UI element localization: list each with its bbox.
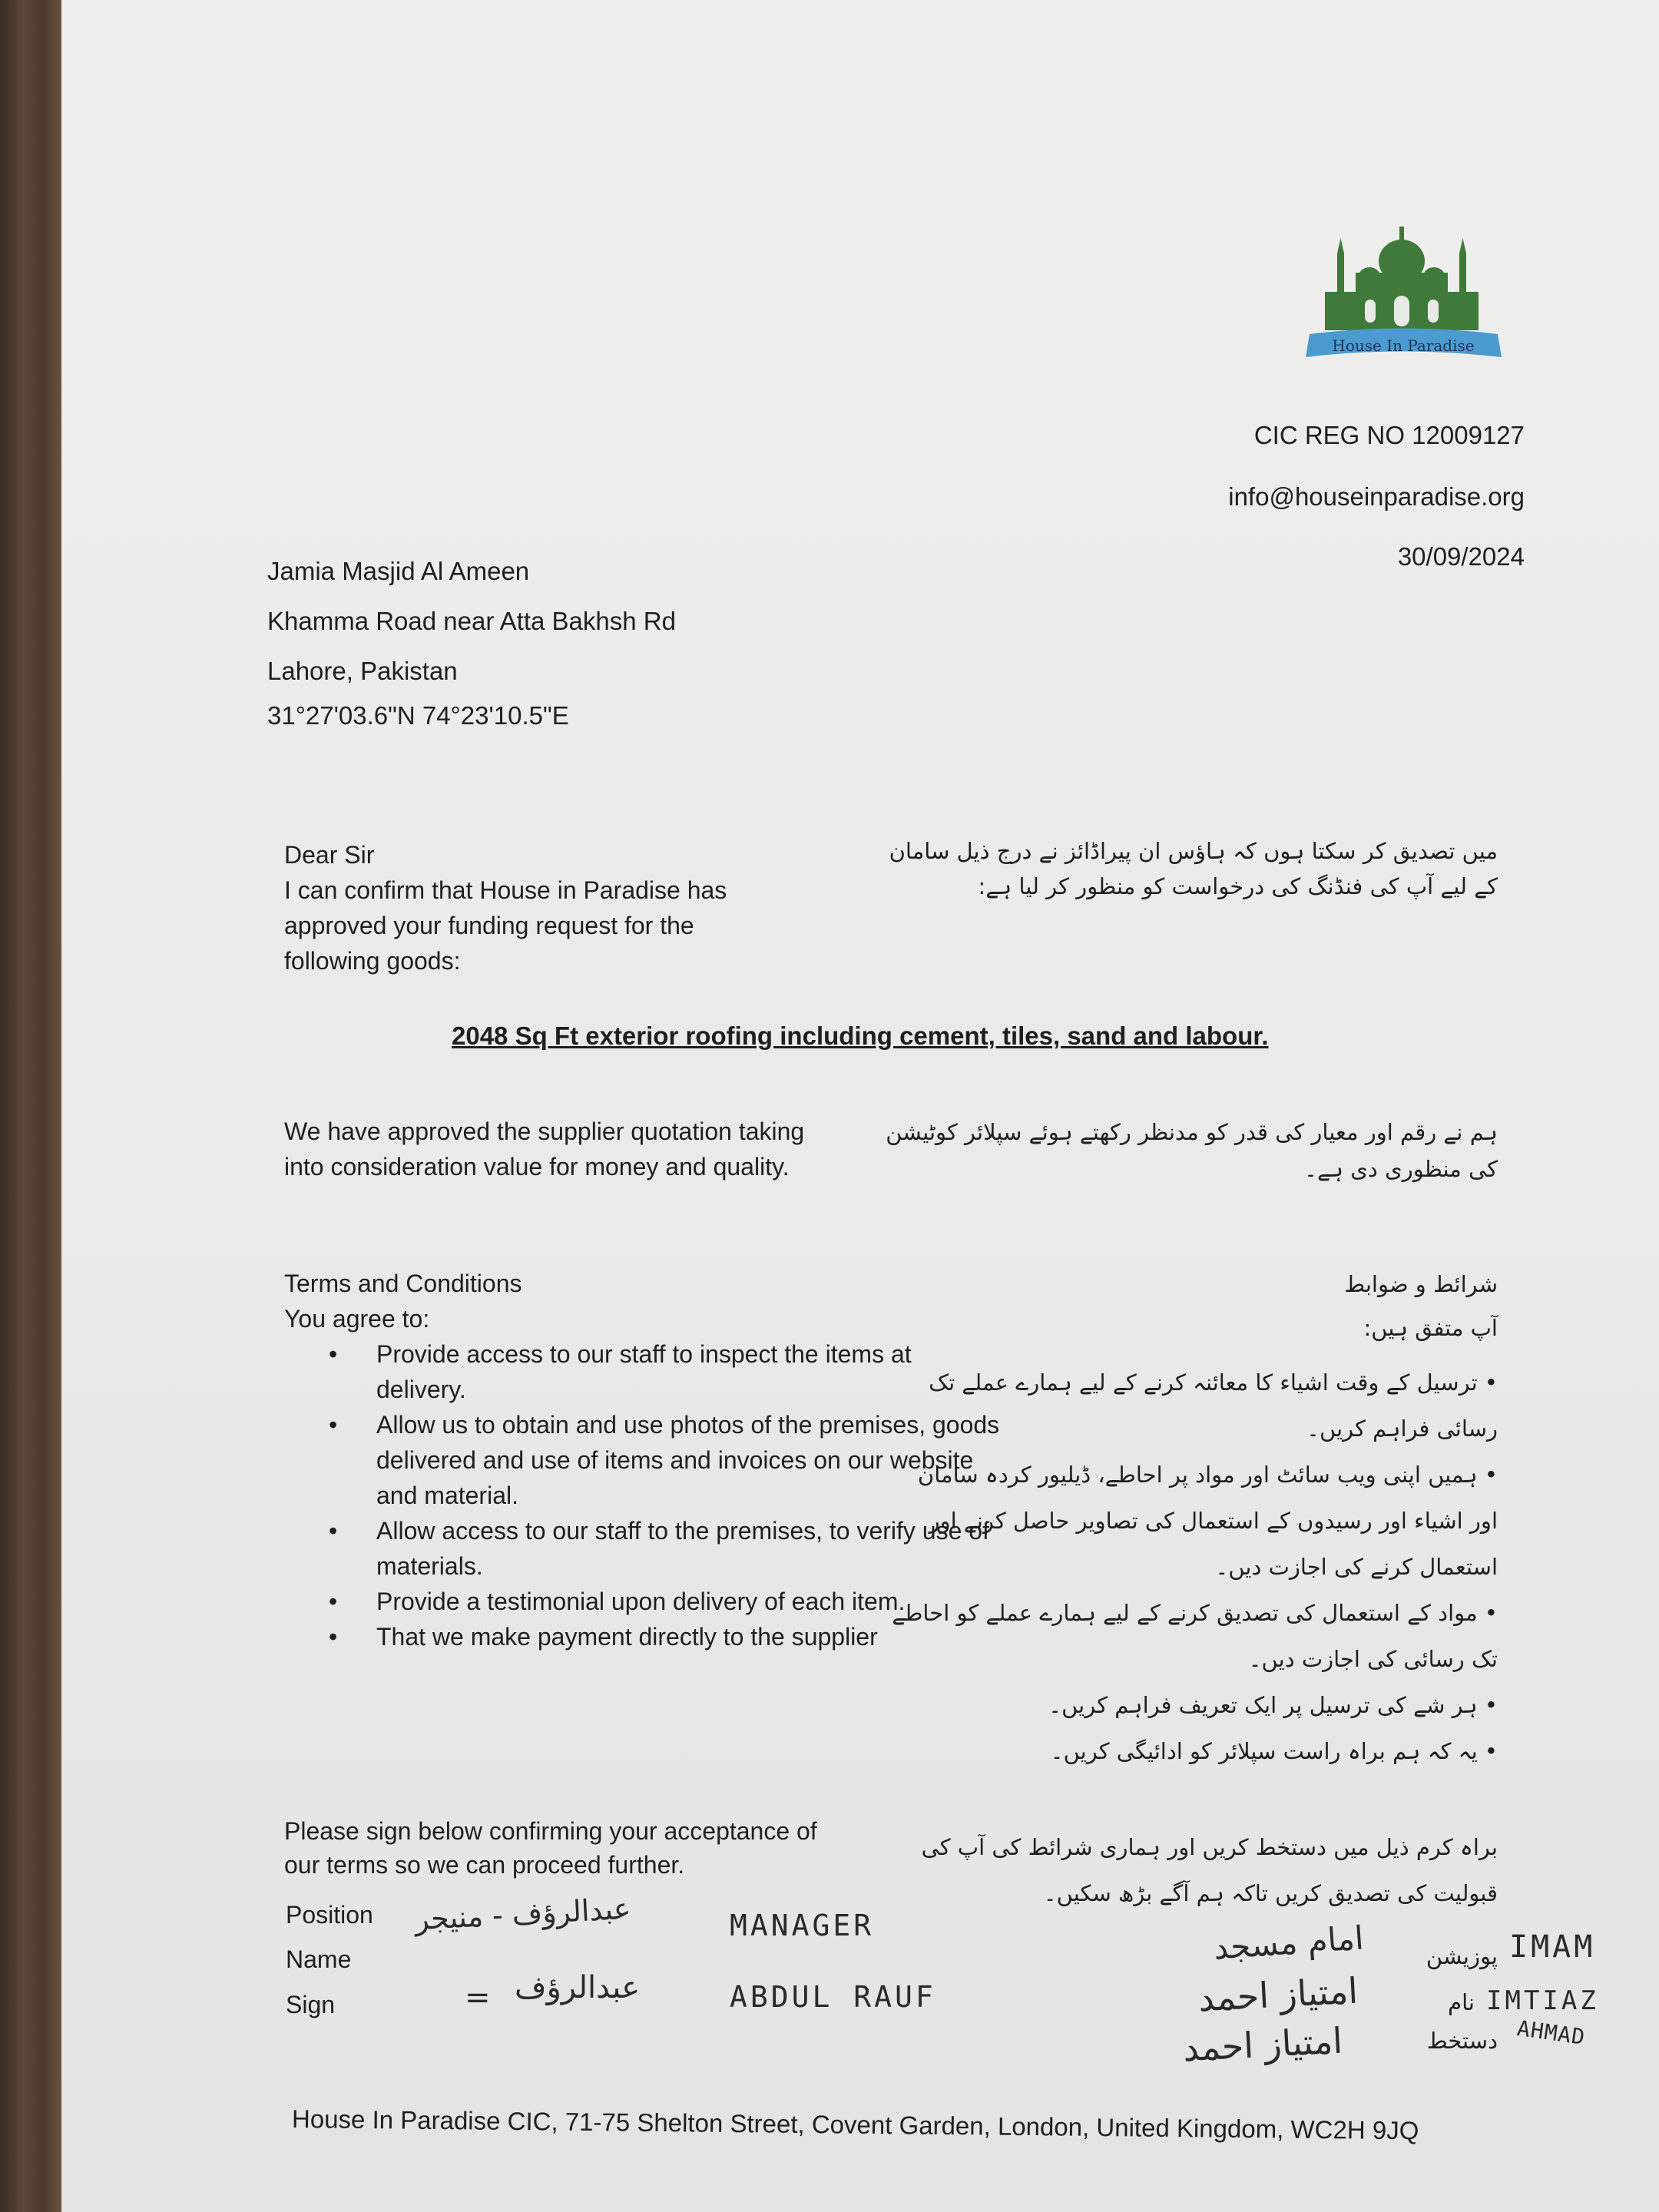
handwritten-imam-urdu: امام مسجد [1212, 1919, 1365, 1967]
quotation-urdu: ہم نے رقم اور معیار کی قدر کو مدنظر رکھتے ہوئے سپلائر کوٹیشن کی منظوری دی ہے۔ [886, 1119, 1498, 1182]
intro-urdu: میں تصدیق کر سکتا ہوں کہ ہاؤس ان پیراڈائز نے درج ذیل سامان کے لیے آپ کی فنڈنگ کی درخواست کو منظور کر لیا ہے: [889, 838, 1498, 899]
recipient-name: Jamia Masjid Al Ameen [267, 557, 530, 585]
terms-item-urdu: • ترسیل کے وقت اشیاء کا معائنہ کرنے کے لیے ہمارے عملے تک رسائی فراہم کریں۔ [929, 1369, 1498, 1442]
letter-page [61, 0, 1659, 2212]
handwritten-manager: MANAGER [730, 1909, 875, 1942]
recipient-city: Lahore, Pakistan [267, 657, 458, 685]
terms-list-urdu [891, 1359, 1498, 1774]
terms-item-urdu: • ہمیں اپنی ویب سائٹ اور مواد پر احاطے، ڈیلیور کردہ سامان اور اشیاء اور رسیدوں کے استعمال کی تصاویر حاصل کرنے اور استعمال کرنے کی اجازت دیں۔ [917, 1462, 1498, 1580]
terms-agree: You agree to: [284, 1305, 430, 1333]
intro-english [284, 837, 791, 979]
goods-title: 2048 Sq Ft exterior roofing including cement, tiles, sand and labour. [452, 1022, 1269, 1050]
quotation-english: We have approved the supplier quotation taking into consideration value for money and quality. [284, 1118, 805, 1181]
handwritten-imam: IMAM [1509, 1929, 1596, 1965]
label-name-urdu: نام [1448, 1989, 1475, 2015]
handwritten-position-urdu: عبدالرؤف - منیجر [414, 1891, 632, 1937]
letter-date: 30/09/2024 [1397, 542, 1525, 571]
salutation: Dear Sir [284, 841, 375, 869]
label-name: Name [286, 1945, 352, 1973]
terms-item-english: • Allow us to obtain and use photos of the premises, goods delivered and use of items and invoices on our website and material. [376, 1407, 1006, 1513]
terms-heading: Terms and Conditions [284, 1270, 522, 1297]
handwritten-ahmad: AHMAD [1515, 2015, 1588, 2051]
terms-heading-urdu: شرائط و ضوابط [1344, 1271, 1498, 1297]
logo-text: House In Paradise [1332, 336, 1475, 355]
label-sign: Sign [286, 1991, 336, 2018]
recipient-street: Khamma Road near Atta Bakhsh Rd [267, 607, 676, 635]
label-position-urdu: پوزیشن [1426, 1943, 1498, 1969]
handwritten-abdul-rauf: ABDUL RAUF [730, 1980, 936, 2014]
handwritten-equals: = [465, 1980, 491, 2015]
terms-agree-urdu: آپ متفق ہیں: [1363, 1315, 1498, 1341]
sign-request-urdu: براہ کرم ذیل میں دستخط کریں اور ہماری شرائط کی آپ کی قبولیت کی تصدیق کریں تاکہ ہم آگے بڑھ سکیں۔ [921, 1834, 1498, 1906]
terms-item-urdu: • ہر شے کی ترسیل پر ایک تعریف فراہم کریں۔ [1048, 1692, 1498, 1718]
terms-item-english: • Provide a testimonial upon delivery of each item. [376, 1584, 1006, 1619]
terms-item-urdu: • یہ کہ ہم براہ راست سپلائر کو ادائیگی کریں۔ [1050, 1738, 1498, 1764]
handwritten-sign-urdu: عبدالرؤف [515, 1970, 641, 2005]
handwritten-imtiaz: IMTIAZ [1486, 1985, 1599, 2016]
reg-number: CIC REG NO 12009127 [1253, 421, 1525, 449]
house-in-paradise-logo [1279, 200, 1525, 376]
label-sign-urdu: دستخط [1426, 2028, 1498, 2054]
recipient-coordinates: 31°27'03.6"N 74°23'10.5"E [267, 701, 569, 730]
label-position: Position [286, 1901, 373, 1929]
terms-item-english: • That we make payment directly to the supplier [376, 1619, 1006, 1654]
handwritten-sign-urdu-right: امتیاز احمد [1181, 2019, 1344, 2070]
intro-body: I can confirm that House in Paradise has approved your funding request for the following goods: [284, 876, 727, 975]
handwritten-name-urdu: امتیاز احمد [1197, 1969, 1359, 2020]
terms-item-english: • Allow access to our staff to the premises, to verify use of materials. [376, 1513, 1006, 1584]
wooden-table-edge [0, 0, 61, 2212]
email-address: info@houseinparadise.org [1228, 482, 1525, 511]
footer-address: House In Paradise CIC, 71-75 Shelton Street, Covent Garden, London, United Kingdom, WC2H 9JQ [291, 2104, 1419, 2145]
sign-request-english: Please sign below confirming your acceptance of our terms so we can proceed further. [284, 1817, 817, 1879]
terms-item-urdu: • مواد کے استعمال کی تصدیق کرنے کے لیے ہمارے عملے کو احاطے تک رسائی کی اجازت دیں۔ [892, 1600, 1498, 1672]
terms-item-english: • Provide access to our staff to inspect the items at delivery. [376, 1336, 1006, 1407]
